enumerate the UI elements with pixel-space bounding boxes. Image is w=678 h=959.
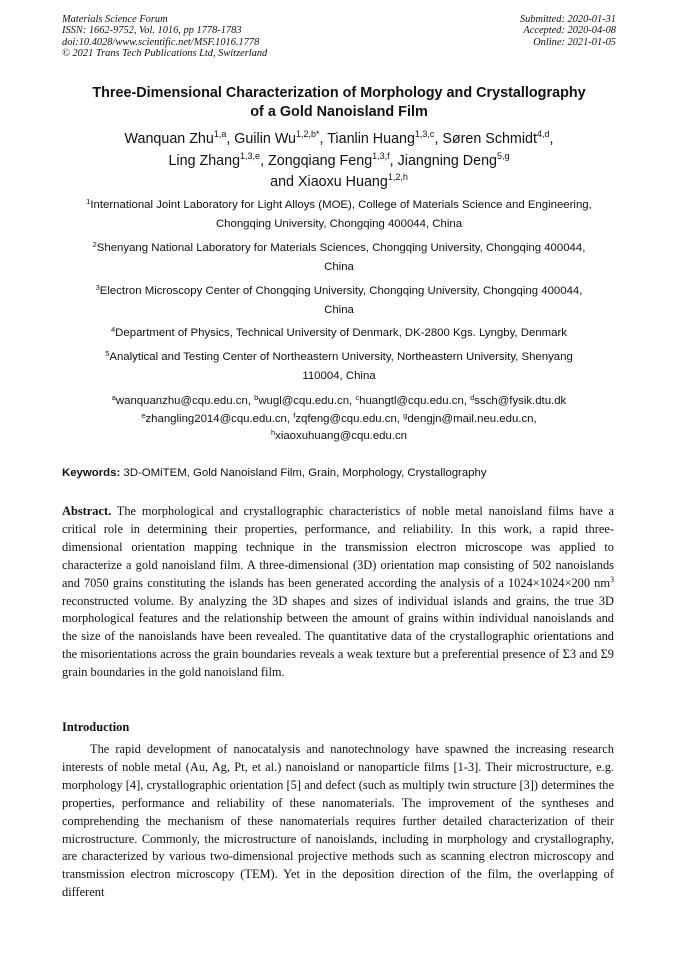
author: Zongqiang Feng$^{1,3,f}$ xyxy=(268,150,390,169)
affiliation-1: $^1$International Joint Laboratory for Light Alloys (MOE), College of Materials Science and Engineering, Chongqing University, Chongqing 400044, China xyxy=(86,197,592,230)
submitted-date: Submitted: 2020-01-31 xyxy=(519,14,616,25)
abstract: Abstract. The morphological and crystallographic characteristics of noble metal nanoisland films have a critical role in determining their properties, performance, and reliability. In this work, a rapid three-dimensional orientation mapping technique in the transmission electron microscope was applied to characterize a gold nanoisland film. A three-dimensional (3D) orientation map consisting of 502 nanoislands and 7050 grains constituting the islands has been generated according the analysis of a 1024×1024×200 $nm^3$ reconstructed volume. By analyzing the 3D shapes and sizes of individual islands and grains, the true 3D morphological features and the relationship between the amount of grains within individual nanoislands and the size of the nanoislands have been revealed. The quantitative data of the crystallographic orientations and the misorientations across the grain boundaries reveals a weak texture but a preferential presence of Σ3 and Σ9 grain boundaries in the gold nanoisland film. xyxy=(62,504,614,680)
online-date: Online: 2021-01-05 xyxy=(533,36,616,48)
email-link[interactable]: zqfeng@cqu.edu.cn, xyxy=(295,412,404,425)
accepted-date: Accepted: 2020-04-08 xyxy=(523,25,616,37)
email-link[interactable]: wugl@cqu.edu.cn, xyxy=(258,395,356,407)
author: Wanquan Zhu$^{1,a}$ xyxy=(124,129,227,147)
author: Guilin $Wu^{1,2,b*}$ xyxy=(234,129,320,147)
paper-title: Three-Dimensional Characterization of Morphology and Crystallography of a Gold Nanoisland Film xyxy=(92,85,586,120)
email-link[interactable]: huangtl@cqu.edu.cn, xyxy=(359,395,471,407)
email-link[interactable]: dengjn@mail.neu.edu.cn, xyxy=(407,412,537,425)
author: Ling Zhang$^{1,3,e}$ xyxy=(168,150,261,169)
author-line: Wanquan Zhu$^{1,a}$, Guilin $Wu^{1,2,b*}$, Tianlin Huang$^{1,3,c}$, Søren Schmidt$^{4,d}$, xyxy=(124,129,554,147)
author-list xyxy=(60,129,618,194)
email-line: $^e$zhangling2014@cqu.edu.cn, $^f$zqfeng@cqu.edu.cn, $^g$dengjn@mail.neu.edu.cn, xyxy=(141,410,537,425)
keywords xyxy=(62,465,616,482)
affiliation-3: $^3$Electron Microscopy Center of Chongqing University, Chongqing University, Chongqing 400044, China xyxy=(95,283,583,316)
author-line xyxy=(60,172,618,194)
doi-line: doi:10.4028/www.scientific.net/MSF.1016.1778 xyxy=(62,36,260,48)
author: Tianlin Huang$^{1,3,c}$ xyxy=(327,129,435,147)
email-link[interactable]: zhangling2014@cqu.edu.cn, xyxy=(145,412,294,425)
submission-dates xyxy=(520,14,616,48)
journal-info xyxy=(62,14,267,60)
author: and Xiaoxu Huang$^{1,2,h}$ xyxy=(270,172,408,190)
email-link[interactable]: wanquanzhu@cqu.edu.cn, xyxy=(115,395,255,407)
affiliation-4: $^4$Department of Physics, Technical University of Denmark, DK-2800 Kgs. Lyngby, Denmark xyxy=(111,325,567,339)
email-link[interactable]: ssch@fysik.dtu.dk xyxy=(474,395,567,407)
issn-line: ISSN: 1662-9752, Vol. 1016, pp 1778-1783 xyxy=(62,25,242,37)
keywords-label: Keywords: xyxy=(62,467,121,479)
section-heading-introduction: Introduction xyxy=(62,720,130,734)
author-emails xyxy=(62,393,616,446)
email-line: $^a$wanquanzhu@cqu.edu.cn, $^b$wugl@cqu.edu.cn, $^c$huangtl@cqu.edu.cn, $^d$ssch@fysik.dtu.dk xyxy=(111,393,567,407)
author: Søren Schmidt$^{4,d}$ xyxy=(442,129,550,147)
affiliation-2: $^2$Shenyang National Laboratory for Materials Sciences, Chongqing University, Chongqing 400044, China xyxy=(92,240,586,273)
affiliation-5: $^5$Analytical and Testing Center of Northeastern University, Northeastern University, Shenyang 110004, China xyxy=(105,349,573,382)
abstract-label: Abstract. xyxy=(62,504,112,518)
introduction-paragraph: The rapid development of nanocatalysis and nanotechnology have spawned the increasing research interests of noble metal (Au, Ag, Pt, et al.) nanoisland or nanoparticle films [1-3]. Their microstructure, e.g. morphology [4], crystallographic orientation [5] and defect (such as multiply twin structure [3]) determines the properties, performance and reliability of these nanomaterials. The improvement of the syntheses and comprehending the mechanism of these nanomaterials requires further detailed characterization of their microstructure. Commonly, the microstructure of nanoislands, including in morphology and crystallography, are characterized by various two-dimensional projective methods such as scanning electron microscopy and transmission electron microscopy (TEM). Yet in the deposition direction of the film, the overlapping of different xyxy=(62,742,614,900)
journal-name: Materials Science Forum xyxy=(62,14,168,25)
email-link[interactable]: xiaoxuhuang@cqu.edu.cn xyxy=(275,430,408,442)
author: Jiangning Deng$^{5,g}$ xyxy=(397,150,510,169)
email-line: $^h$xiaoxuhuang@cqu.edu.cn xyxy=(270,428,408,442)
keywords-text: 3D-OMiTEM, Gold Nanoisland Film, Grain, Morphology, Crystallography xyxy=(120,467,487,479)
author-line: Ling Zhang$^{1,3,e}$, Zongqiang Feng$^{1,3,f}$, Jiangning Deng$^{5,g}$ xyxy=(168,150,510,169)
copyright-line: © 2021 Trans Tech Publications Ltd, Switzerland xyxy=(62,48,268,60)
